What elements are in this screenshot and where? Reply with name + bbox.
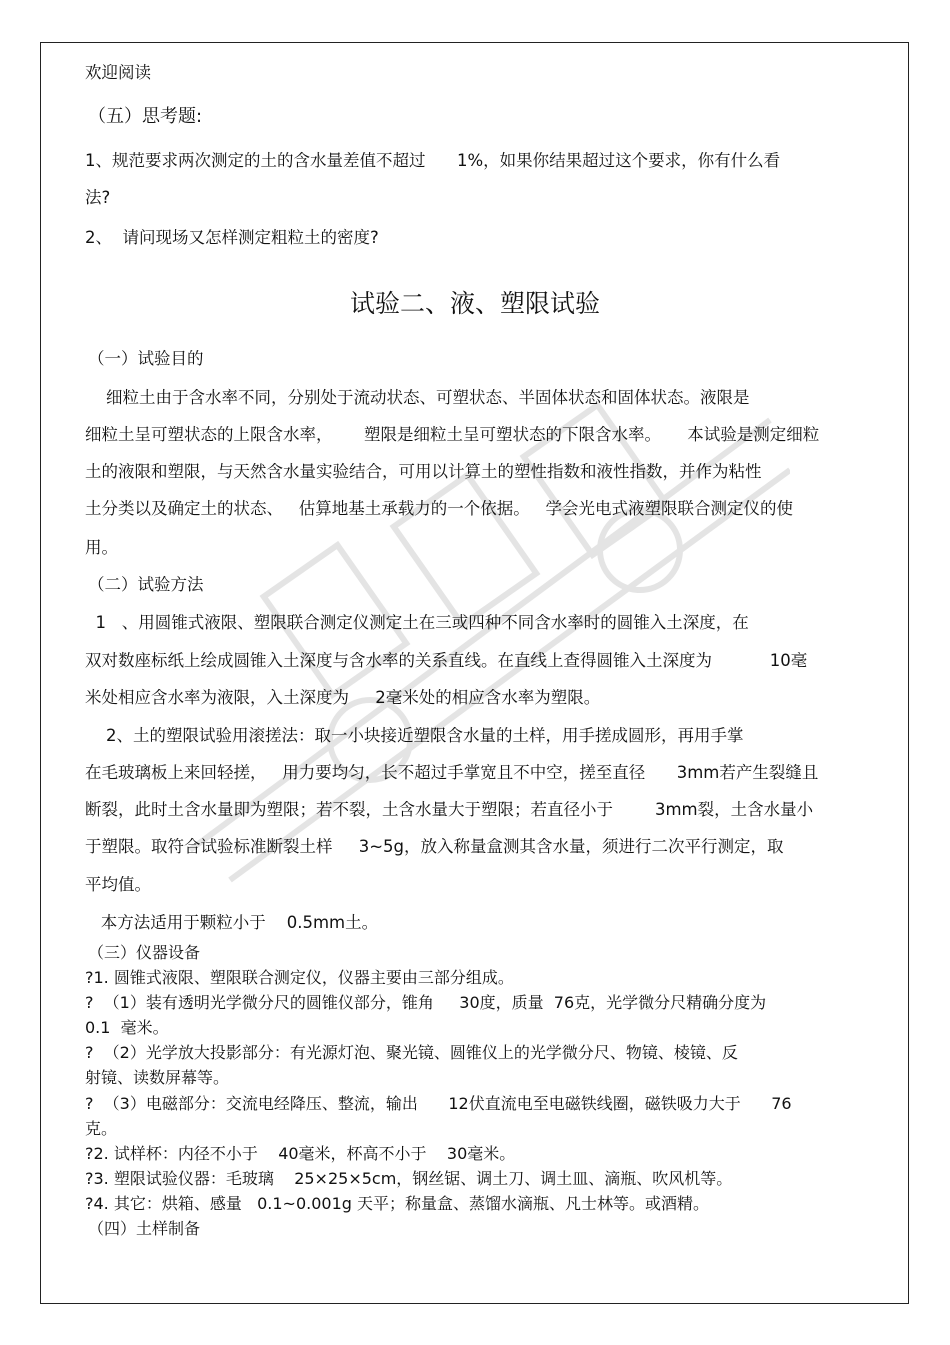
method-2-line: 于塑限。取符合试验标准断裂土样 3~5g，放入称量盒测其含水量，须进行二次平行测定，取 bbox=[85, 837, 784, 856]
equipment-item-1a-line: 0.1 毫米。 bbox=[85, 1018, 169, 1037]
page-header-text: 欢迎阅读 bbox=[85, 63, 151, 82]
equipment-item-4: ?4. 其它：烘箱、感量 0.1~0.001g 天平；称量盒、蒸馏水滴瓶、凡士林等。或酒精。 bbox=[85, 1194, 710, 1213]
section-1-paragraph-line: 土的液限和塑限，与天然含水量实验结合，可用以计算土的塑性指数和液性指数，并作为粘性 bbox=[85, 462, 762, 481]
section-1-paragraph-line: 细粒土由于含水率不同，分别处于流动状态、可塑状态、半固体状态和固体状态。液限是 bbox=[85, 388, 750, 407]
section-4-heading: （四）土样制备 bbox=[88, 1219, 201, 1238]
section-1-paragraph-line: 土分类以及确定土的状态、 估算地基土承载力的一个依据。 学会光电式液塑限联合测定仪的使 bbox=[85, 499, 793, 518]
equipment-item-1b-line: ? （2）光学放大投影部分：有光源灯泡、聚光镜、圆锥仪上的光学微分尺、物镜、棱镜、反 bbox=[85, 1043, 738, 1062]
equipment-item-1: ?1. 圆锥式液限、塑限联合测定仪，仪器主要由三部分组成。 bbox=[85, 968, 514, 987]
method-1-line: 双对数座标纸上绘成圆锥入土深度与含水率的关系直线。在直线上查得圆锥入土深度为 10毫 bbox=[85, 651, 808, 670]
equipment-item-3: ?3. 塑限试验仪器：毛玻璃 25×25×5cm，钢丝锯、调土刀、调土皿、滴瓶、吹风机等。 bbox=[85, 1169, 733, 1188]
equipment-item-1a-line: ? （1）装有透明光学微分尺的圆锥仪部分，锥角 30度，质量 76克，光学微分尺精确分度为 bbox=[85, 993, 767, 1012]
equipment-item-2: ?2. 试样杯：内径不小于 40毫米，杯高不小于 30毫米。 bbox=[85, 1144, 516, 1163]
equipment-item-1c-line: ? （3）电磁部分：交流电经降压、整流，输出 12伏直流电至电磁铁线圈，磁铁吸力大于 76 bbox=[85, 1094, 792, 1113]
section-5-heading: （五）思考题: bbox=[88, 106, 203, 127]
method-2-line: 2、土的塑限试验用滚搓法：取一小块接近塑限含水量的土样，用手搓成圆形，再用手掌 bbox=[85, 726, 744, 745]
method-2-line: 平均值。 bbox=[85, 875, 151, 894]
question-2: 2、 请问现场又怎样测定粗粒土的密度? bbox=[85, 228, 379, 247]
question-1-line-1: 1、规范要求两次测定的土的含水量差值不超过 1%，如果你结果超过这个要求，你有什么看 bbox=[85, 151, 781, 170]
question-1-line-2: 法? bbox=[85, 188, 111, 207]
section-1-paragraph-line: 细粒土呈可塑状态的上限含水率， 塑限是细粒土呈可塑状态的下限含水率。 本试验是测定细粒 bbox=[85, 425, 820, 444]
section-2-heading: （二）试验方法 bbox=[88, 575, 204, 594]
experiment-title: 试验二、液、塑限试验 bbox=[349, 289, 600, 318]
method-1-line: 1 、用圆锥式液限、塑限联合测定仪测定土在三或四种不同含水率时的圆锥入土深度，在 bbox=[85, 613, 749, 632]
method-1-line: 米处相应含水率为液限，入土深度为 2毫米处的相应含水率为塑限。 bbox=[85, 688, 601, 707]
equipment-item-1b-line: 射镜、读数屏幕等。 bbox=[85, 1068, 230, 1087]
section-3-heading: （三）仪器设备 bbox=[88, 943, 201, 962]
equipment-item-1c-line: 克。 bbox=[85, 1119, 118, 1138]
method-2-line: 断裂，此时土含水量即为塑限；若不裂，土含水量大于塑限；若直径小于 3mm裂，土含水量小 bbox=[85, 800, 814, 819]
method-2-line: 在毛玻璃板上来回轻搓， 用力要均匀，长不超过手掌宽且不中空，搓至直径 3mm若产生裂缝且 bbox=[85, 763, 819, 782]
section-1-heading: （一）试验目的 bbox=[88, 349, 204, 368]
method-note: 本方法适用于颗粒小于 0.5mm土。 bbox=[85, 913, 379, 932]
section-1-paragraph-line: 用。 bbox=[85, 538, 118, 557]
